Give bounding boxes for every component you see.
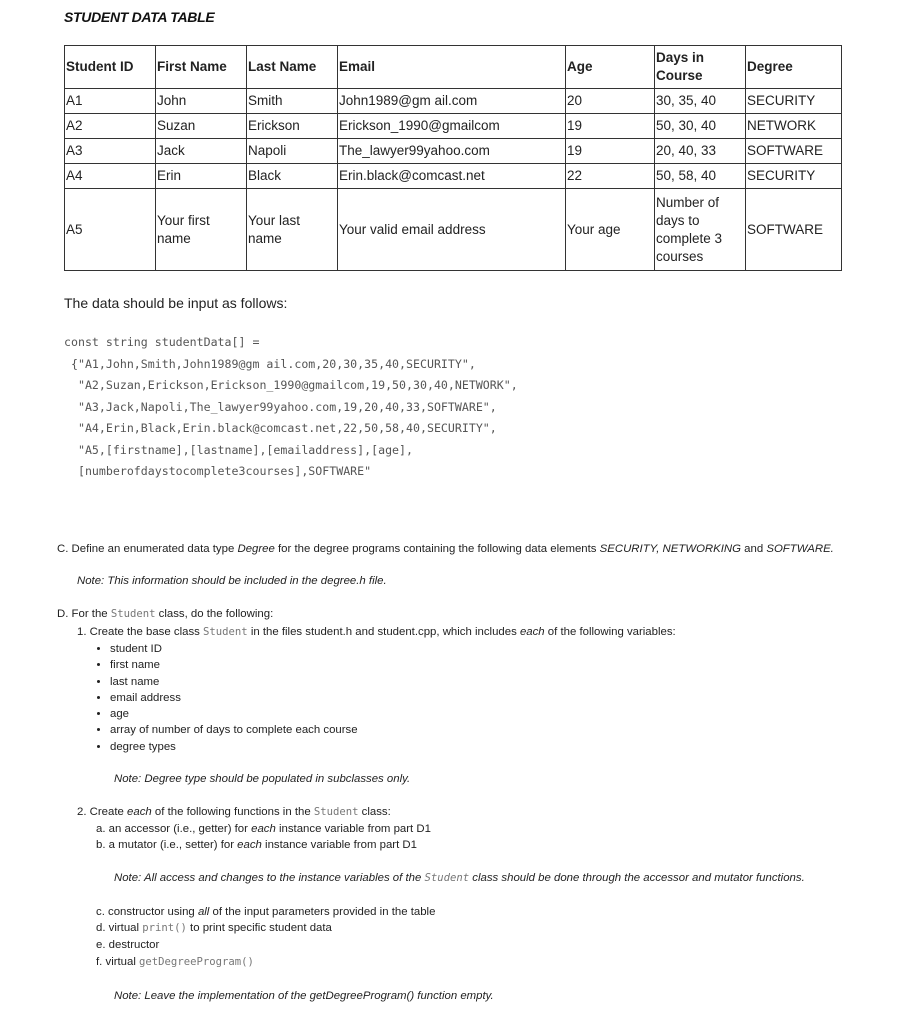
table-cell: 19 xyxy=(566,114,655,139)
item-2c xyxy=(96,904,435,920)
code-line: "A3,Jack,Napoli,The_lawyer99yahoo.com,19,20,40,33,SOFTWARE", xyxy=(64,399,497,414)
text-span: f. virtual xyxy=(96,956,140,968)
text-span: class: xyxy=(358,806,391,818)
table-cell: A5 xyxy=(65,189,156,271)
table-cell: 20 xyxy=(566,89,655,114)
item-2a xyxy=(96,821,431,837)
code-line: "A4,Erin,Black,Erin.black@comcast.net,22,50,58,40,SECURITY", xyxy=(64,421,497,435)
text-span: instance variable from part D1 xyxy=(261,839,417,851)
code-inline: Student xyxy=(424,872,470,884)
degree-elements: SECURITY, NETWORKING xyxy=(599,543,741,555)
list-item: • first name xyxy=(110,657,358,673)
text-span: Note: All access and changes to the instance variables of the xyxy=(114,872,425,884)
text-span: a. an accessor (i.e., getter) for xyxy=(96,823,252,835)
table-cell: Jack xyxy=(156,139,247,164)
table-cell: A4 xyxy=(65,164,156,189)
table-cell: 50, 58, 40 xyxy=(655,164,746,189)
text-span: and xyxy=(741,543,767,555)
table-cell: A3 xyxy=(65,139,156,164)
code-inline: Student xyxy=(203,626,248,638)
text-span: instance variable from part D1 xyxy=(275,823,431,835)
list-item: • age xyxy=(110,706,358,722)
header-email: Email xyxy=(338,46,566,89)
section-c-note: Note: This information should be included in the degree.h file. xyxy=(77,575,387,587)
note-accessors xyxy=(114,870,805,886)
table-header-row xyxy=(65,46,842,89)
text-span: each xyxy=(519,626,545,638)
item-2b xyxy=(96,837,417,853)
table-cell: John xyxy=(156,89,247,114)
text-span: d. virtual xyxy=(96,922,143,934)
table-cell: 22 xyxy=(566,164,655,189)
header-last-name: Last Name xyxy=(247,46,338,89)
section-d-item-2 xyxy=(77,804,391,820)
code-inline: Student xyxy=(110,608,156,620)
degree-term: Degree xyxy=(237,543,275,555)
table-cell: Your valid email address xyxy=(338,189,566,271)
text-span: each xyxy=(127,806,152,818)
header-days-in-course: Days in Course xyxy=(655,46,746,89)
variable-list xyxy=(93,641,358,755)
table-cell: 30, 35, 40 xyxy=(655,89,746,114)
code-inline: Student xyxy=(313,806,359,818)
table-cell: 20, 40, 33 xyxy=(655,139,746,164)
table-cell: Your first name xyxy=(156,189,247,271)
table-cell: Erin xyxy=(156,164,247,189)
table-cell: Suzan xyxy=(156,114,247,139)
table-cell: 50, 30, 40 xyxy=(655,114,746,139)
student-data-table xyxy=(64,45,842,271)
table-cell: A2 xyxy=(65,114,156,139)
table-cell: SECURITY xyxy=(746,164,842,189)
text-span: all xyxy=(197,906,210,918)
table-cell: Erickson xyxy=(247,114,338,139)
text-span: of the input parameters provided in the table xyxy=(209,906,436,918)
section-d-item-1 xyxy=(77,624,676,640)
item-2d xyxy=(96,920,332,936)
table-cell: NETWORK xyxy=(746,114,842,139)
text-span: each xyxy=(251,823,276,835)
table-row xyxy=(65,164,842,189)
list-item: • degree types xyxy=(110,739,358,755)
table-row xyxy=(65,89,842,114)
text-span: of the following functions in the xyxy=(151,806,314,818)
table-cell: Erickson_1990@gmailcom xyxy=(338,114,566,139)
table-cell: SOFTWARE xyxy=(746,139,842,164)
text-span: C. Define an enumerated data type xyxy=(57,543,238,555)
table-row xyxy=(65,189,842,271)
header-student-id: Student ID xyxy=(65,46,156,89)
code-block xyxy=(64,332,518,483)
text-span: D. For the xyxy=(57,608,111,620)
table-cell: SECURITY xyxy=(746,89,842,114)
table-cell: Your last name xyxy=(247,189,338,271)
header-degree: Degree xyxy=(746,46,842,89)
header-first-name: First Name xyxy=(156,46,247,89)
text-span: 2. Create xyxy=(77,806,128,818)
text-span: b. a mutator (i.e., setter) for xyxy=(96,839,238,851)
table-cell: Number of days to complete 3 courses xyxy=(655,189,746,271)
code-inline: getDegreeProgram() xyxy=(139,956,254,968)
code-line: const string studentData[] = xyxy=(64,335,260,349)
code-line: [numberofdaystocomplete3courses],SOFTWARE" xyxy=(64,464,372,478)
text-span: c. constructor using xyxy=(96,906,198,918)
text-span: of the following variables: xyxy=(544,626,676,638)
text-span: each xyxy=(237,839,262,851)
list-item: • email address xyxy=(110,690,358,706)
table-cell: The_lawyer99yahoo.com xyxy=(338,139,566,164)
table-cell: Smith xyxy=(247,89,338,114)
note-get-degree-program: Note: Leave the implementation of the getDegreeProgram() function empty. xyxy=(114,990,494,1002)
list-item: • array of number of days to complete each course xyxy=(110,722,358,738)
text-span: for the degree programs containing the following data elements xyxy=(274,543,600,555)
code-line: {"A1,John,Smith,John1989@gm ail.com,20,30,35,40,SECURITY", xyxy=(64,356,476,371)
degree-element-last: SOFTWARE. xyxy=(766,543,834,555)
table-cell: A1 xyxy=(65,89,156,114)
note-degree-type: Note: Degree type should be populated in subclasses only. xyxy=(114,773,411,785)
table-cell: Black xyxy=(247,164,338,189)
page-title: STUDENT DATA TABLE xyxy=(64,9,215,25)
text-span: class should be done through the accessor and mutator functions. xyxy=(469,872,805,884)
item-2f xyxy=(96,954,254,970)
header-age: Age xyxy=(566,46,655,89)
code-inline: print() xyxy=(142,922,187,934)
section-c-text xyxy=(57,541,834,557)
table-cell: Napoli xyxy=(247,139,338,164)
code-line: "A5,[firstname],[lastname],[emailaddress],[age], xyxy=(64,442,414,457)
table-cell: Erin.black@comcast.net xyxy=(338,164,566,189)
table-cell: SOFTWARE xyxy=(746,189,842,271)
table-row xyxy=(65,139,842,164)
text-span: class, do the following: xyxy=(155,608,274,620)
table-row xyxy=(65,114,842,139)
text-span: to print specific student data xyxy=(186,922,332,934)
item-2e: e. destructor xyxy=(96,939,160,951)
list-item: • student ID xyxy=(110,641,358,657)
table-cell: John1989@gm ail.com xyxy=(338,89,566,114)
code-line: "A2,Suzan,Erickson,Erickson_1990@gmailcom,19,50,30,40,NETWORK", xyxy=(64,378,518,392)
list-item: • last name xyxy=(110,674,358,690)
section-d-intro xyxy=(57,606,273,622)
input-instructions: The data should be input as follows: xyxy=(64,295,288,311)
table-cell: Your age xyxy=(566,189,655,271)
text-span: in the files student.h and student.cpp, which includes xyxy=(247,626,520,638)
text-span: 1. Create the base class xyxy=(77,626,203,638)
table-cell: 19 xyxy=(566,139,655,164)
